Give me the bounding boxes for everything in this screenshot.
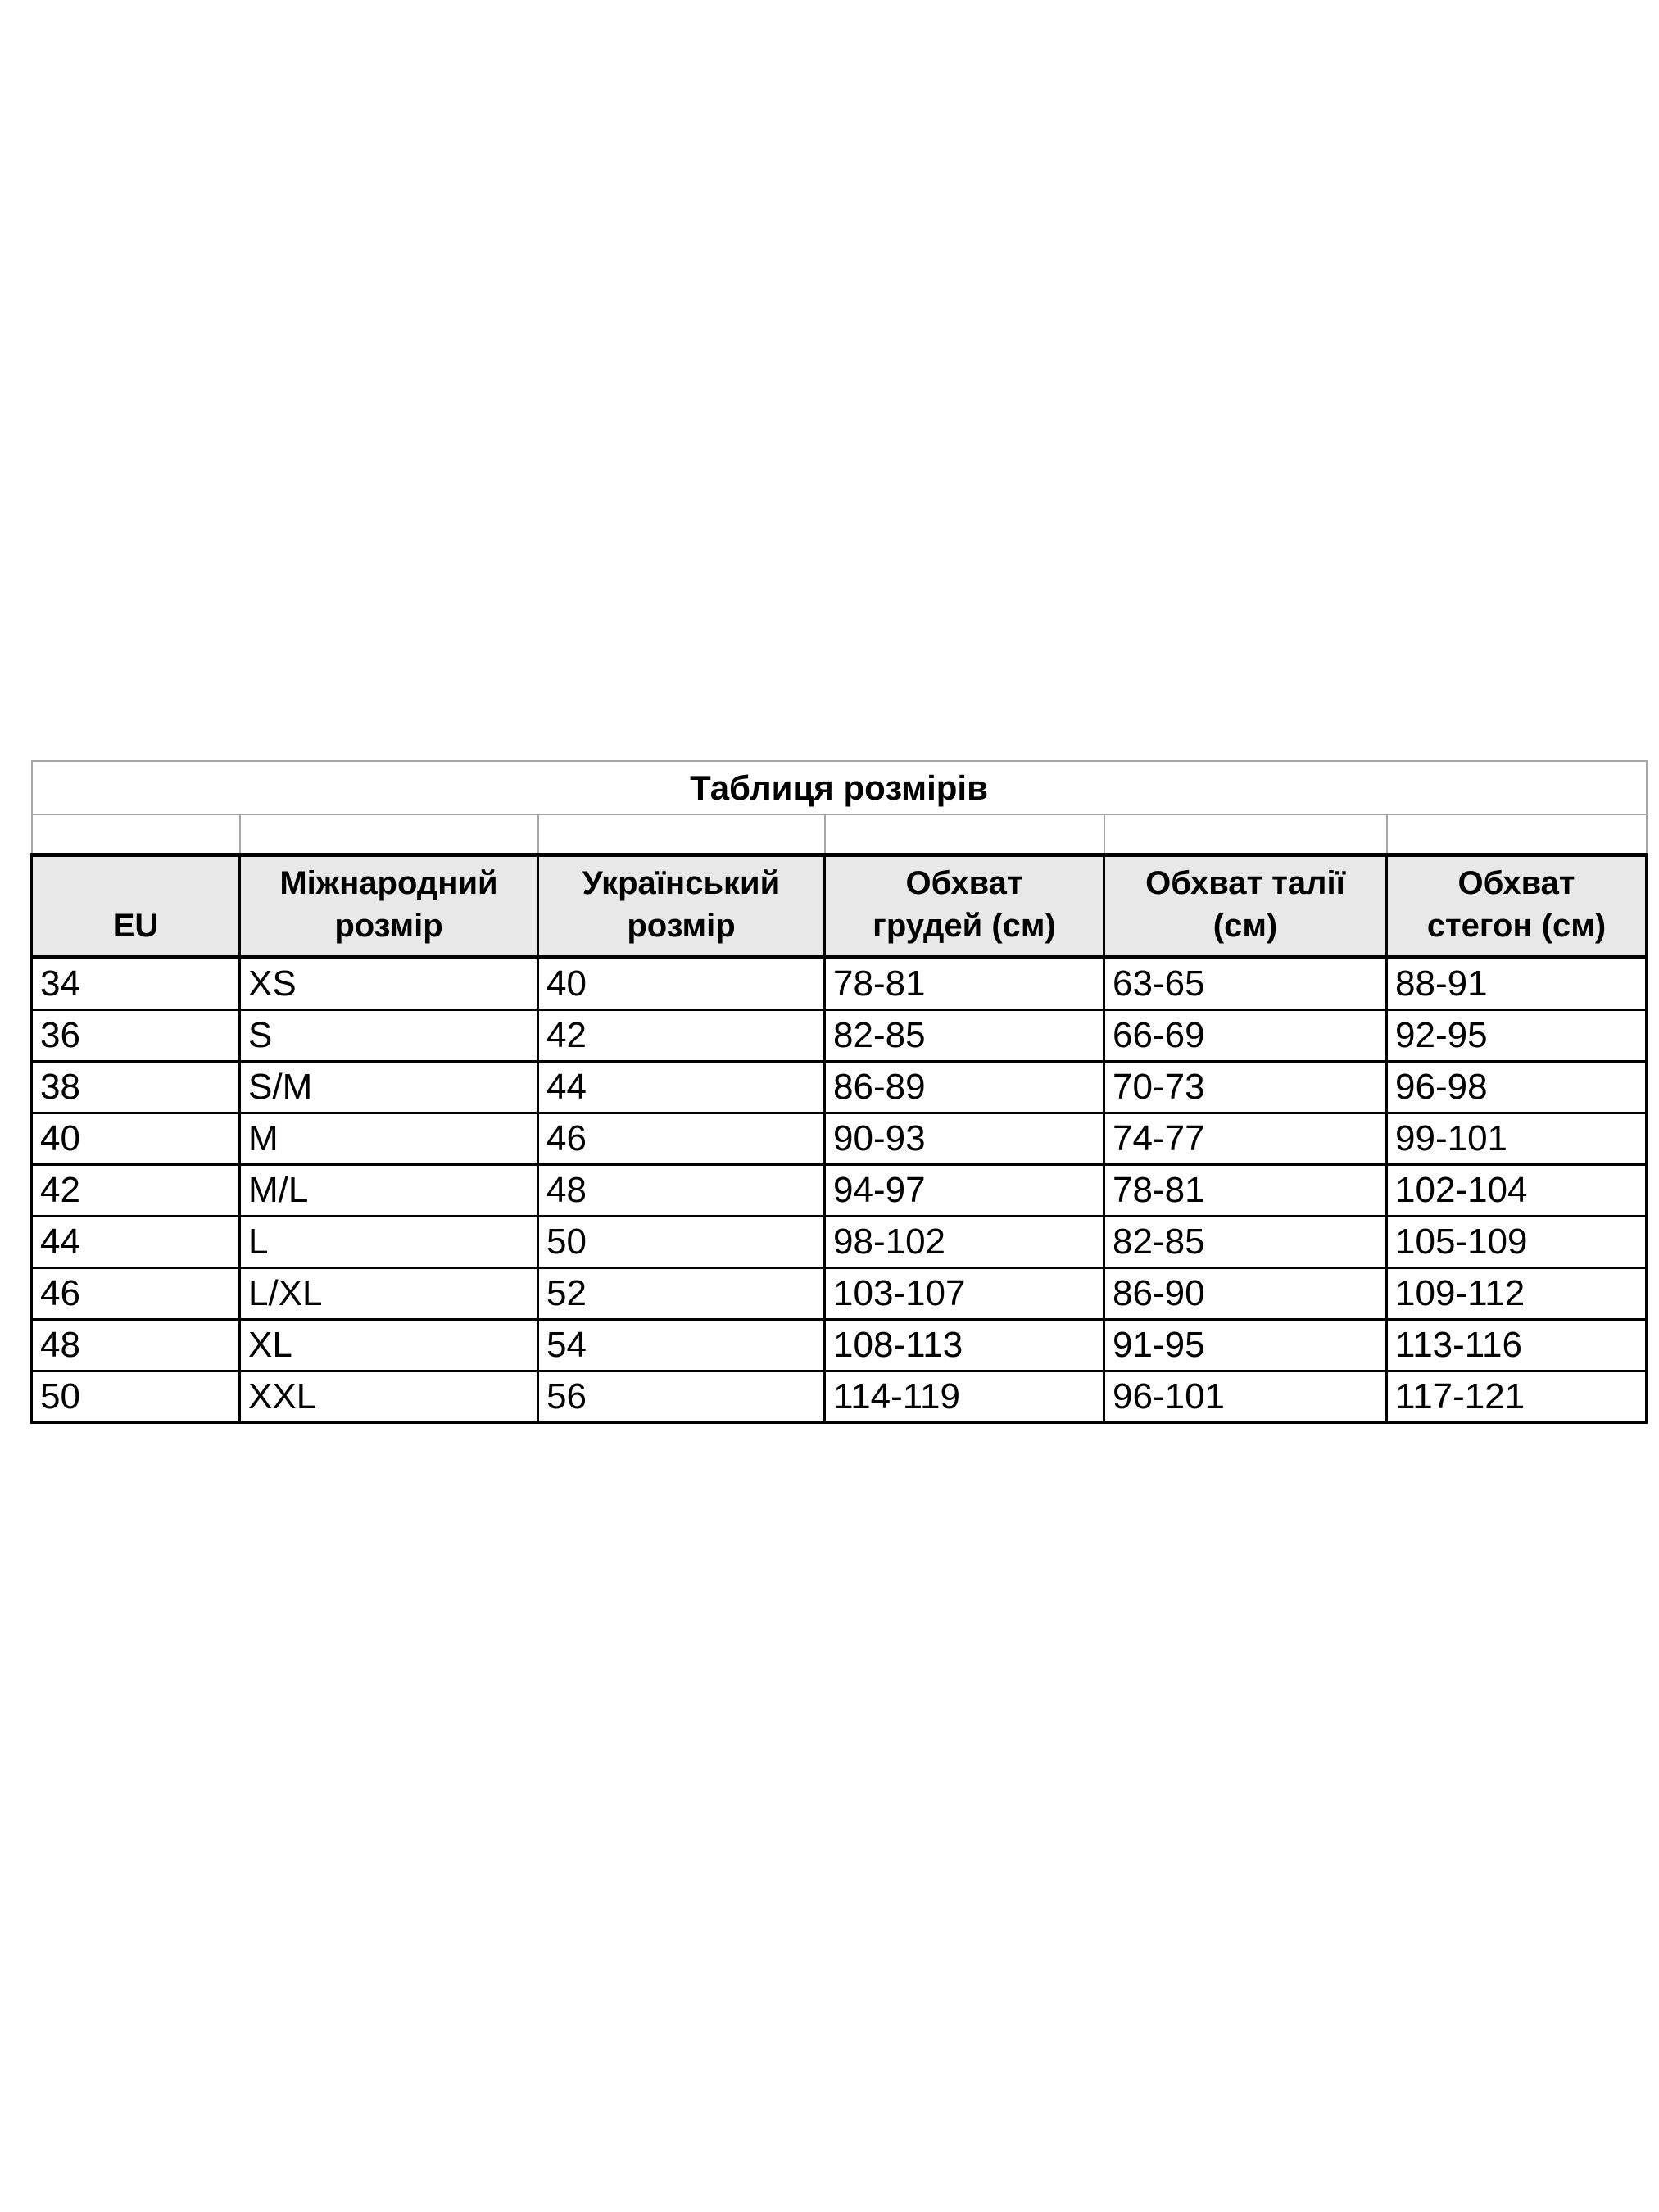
cell-ukrainian-size: 56 [538,1371,825,1423]
cell-international-size: S [240,1010,538,1062]
table-row [32,1268,1647,1320]
cell-eu: 48 [32,1320,240,1371]
table-row [32,958,1647,1010]
cell-international-size: L/XL [240,1268,538,1320]
cell-waist: 91-95 [1104,1320,1387,1371]
cell-eu: 50 [32,1371,240,1423]
cell-international-size: XS [240,958,538,1010]
cell-chest: 94-97 [825,1165,1104,1217]
table-row [32,1320,1647,1371]
header-line: Обхват [905,865,1023,901]
header-cell-chest [825,855,1104,958]
header-line: розмір [334,908,443,944]
header-line: Міжнародний [279,865,498,901]
cell-hips: 113-116 [1387,1320,1647,1371]
cell-eu: 40 [32,1113,240,1165]
cell-waist: 74-77 [1104,1113,1387,1165]
cell-international-size: M/L [240,1165,538,1217]
header-cell-hips [1387,855,1647,958]
cell-ukrainian-size: 52 [538,1268,825,1320]
spacer-cell [32,814,240,855]
cell-eu: 38 [32,1062,240,1113]
cell-waist: 82-85 [1104,1217,1387,1268]
header-line: EU [112,908,159,944]
spacer-cell [538,814,825,855]
header-row [32,855,1647,958]
cell-hips: 92-95 [1387,1010,1647,1062]
cell-chest: 82-85 [825,1010,1104,1062]
table-title: Таблиця розмірів [32,761,1647,814]
cell-waist: 78-81 [1104,1165,1387,1217]
size-table [30,760,1648,1424]
cell-hips: 88-91 [1387,958,1647,1010]
cell-ukrainian-size: 54 [538,1320,825,1371]
cell-chest: 98-102 [825,1217,1104,1268]
cell-eu: 36 [32,1010,240,1062]
spacer-cell [1387,814,1647,855]
table-row [32,1217,1647,1268]
cell-ukrainian-size: 40 [538,958,825,1010]
cell-international-size: L [240,1217,538,1268]
table-row [32,1371,1647,1423]
cell-hips: 105-109 [1387,1217,1647,1268]
spacer-cell [240,814,538,855]
cell-international-size: M [240,1113,538,1165]
cell-eu: 42 [32,1165,240,1217]
spacer-cell [825,814,1104,855]
cell-eu: 34 [32,958,240,1010]
header-line: розмір [627,908,736,944]
header-line: (см) [1213,908,1278,944]
cell-hips: 109-112 [1387,1268,1647,1320]
cell-chest: 103-107 [825,1268,1104,1320]
cell-chest: 108-113 [825,1320,1104,1371]
table-row [32,1010,1647,1062]
cell-chest: 114-119 [825,1371,1104,1423]
header-line: Обхват [1457,865,1575,901]
header-line: грудей (см) [873,908,1056,944]
size-chart-sheet [30,760,1648,1424]
table-row [32,1113,1647,1165]
cell-chest: 86-89 [825,1062,1104,1113]
cell-waist: 66-69 [1104,1010,1387,1062]
cell-eu: 46 [32,1268,240,1320]
header-cell-waist [1104,855,1387,958]
cell-eu: 44 [32,1217,240,1268]
title-row [32,761,1647,814]
header-line: стегон (см) [1426,908,1607,944]
header-line: Обхват талії [1145,865,1345,901]
cell-international-size: S/M [240,1062,538,1113]
cell-ukrainian-size: 44 [538,1062,825,1113]
cell-hips: 102-104 [1387,1165,1647,1217]
table-row [32,1165,1647,1217]
cell-waist: 70-73 [1104,1062,1387,1113]
cell-ukrainian-size: 42 [538,1010,825,1062]
header-cell-international-size [240,855,538,958]
cell-hips: 99-101 [1387,1113,1647,1165]
cell-ukrainian-size: 46 [538,1113,825,1165]
cell-ukrainian-size: 50 [538,1217,825,1268]
cell-waist: 86-90 [1104,1268,1387,1320]
cell-hips: 96-98 [1387,1062,1647,1113]
header-cell-ukrainian-size [538,855,825,958]
cell-international-size: XXL [240,1371,538,1423]
table-row [32,1062,1647,1113]
cell-waist: 63-65 [1104,958,1387,1010]
cell-waist: 96-101 [1104,1371,1387,1423]
cell-international-size: XL [240,1320,538,1371]
cell-chest: 90-93 [825,1113,1104,1165]
cell-hips: 117-121 [1387,1371,1647,1423]
spacer-row [32,814,1647,855]
cell-ukrainian-size: 48 [538,1165,825,1217]
cell-chest: 78-81 [825,958,1104,1010]
header-line: Український [582,865,781,901]
spacer-cell [1104,814,1387,855]
header-cell-eu [32,855,240,958]
